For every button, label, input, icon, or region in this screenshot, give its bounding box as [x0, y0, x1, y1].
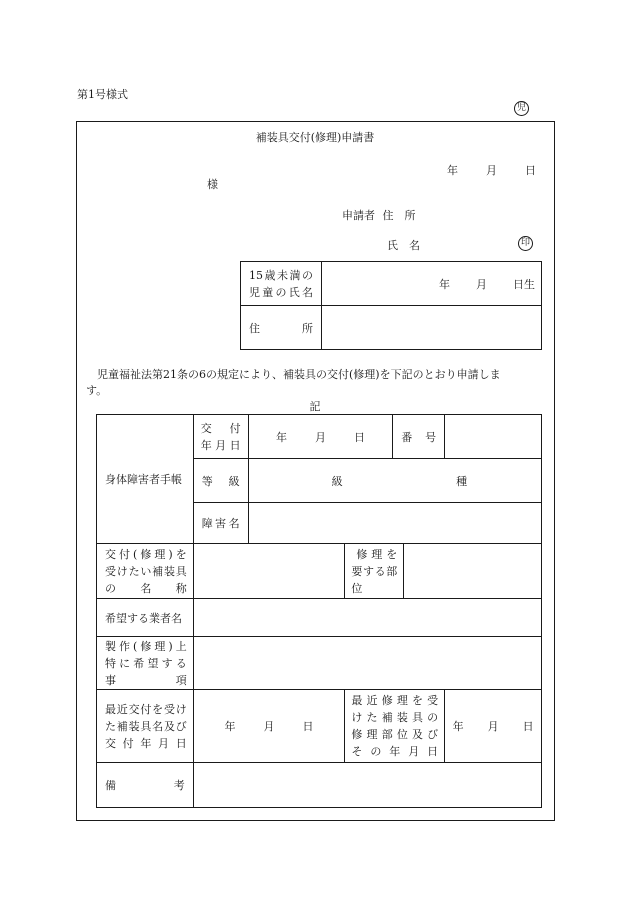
date-month: 月 [486, 164, 497, 177]
recent-issue-year: 年 [224, 720, 236, 733]
repair-part-label-cell [345, 544, 404, 599]
applicant-label: 申請者 [342, 209, 375, 222]
addressee-suffix: 様 [207, 178, 218, 191]
recent-repair-year: 年 [452, 720, 464, 733]
special-label-line3: 事項 [105, 673, 187, 687]
application-date [447, 162, 536, 178]
handbook-label: 身体障害者手帳 [105, 473, 182, 486]
recent-issue-field[interactable] [193, 690, 345, 763]
applicant-name-label: 氏 名 [387, 239, 420, 252]
child-address-label-cell [241, 306, 322, 350]
grade-label: 等級 [201, 474, 240, 488]
vendor-label-cell [97, 599, 194, 637]
grade-field[interactable] [248, 459, 541, 503]
recent-repair-day: 日 [522, 720, 534, 733]
recent-issue-month: 月 [263, 720, 275, 733]
recent-repair-label-line4: その年月日 [351, 745, 439, 758]
issue-month: 月 [314, 430, 326, 444]
issue-year: 年 [275, 430, 287, 444]
recent-issue-label-cell [97, 690, 194, 763]
vendor-label: 希望する業者名 [105, 611, 182, 625]
child-address-field[interactable] [322, 306, 542, 350]
recent-repair-label-cell [345, 690, 445, 763]
number-label-cell [393, 415, 445, 459]
recent-repair-label-line2: けた補装具の [351, 711, 439, 724]
main-table [96, 414, 542, 808]
applicant-address-row [342, 207, 416, 223]
ki-heading: 記 [309, 400, 321, 413]
child-name-field[interactable] [322, 262, 542, 306]
vendor-field[interactable] [193, 599, 541, 637]
child-name-label-line1: 15歳未満の [249, 268, 313, 282]
disability-name-label-cell [193, 503, 248, 544]
child-info-table [240, 261, 542, 350]
date-year: 年 [447, 164, 458, 177]
form-number: 第1号様式 [77, 88, 128, 101]
issue-date-field[interactable] [248, 415, 393, 459]
device-label-line2: 受けたい補装具 [105, 564, 187, 578]
repair-part-field[interactable] [404, 544, 542, 599]
statement-line1: 児童福祉法第21条の6の規定により、補装具の交付(修理)を下記のとおり申請しま [97, 368, 501, 381]
statement [86, 367, 551, 399]
remarks-label: 備考 [105, 779, 185, 792]
birth-year: 年 [439, 277, 450, 291]
recent-issue-label-line1: 最近交付を受け [105, 702, 187, 716]
remarks-label-cell [97, 763, 194, 808]
repair-part-label-line1: 修理を [356, 547, 398, 561]
recent-issue-day: 日 [302, 720, 314, 733]
form-title: 補装具交付(修理)申請書 [255, 131, 375, 144]
device-label-line1: 交付(修理)を [105, 547, 187, 561]
repair-part-label-line2: 要する部位 [351, 564, 398, 595]
issue-date-label-line2: 年月日 [200, 438, 241, 452]
recent-repair-label-line3: 修理部位及び [351, 728, 439, 741]
recent-repair-field[interactable] [445, 690, 542, 763]
applicant-address-label: 住 所 [382, 209, 416, 222]
issue-date-label-line1: 交付 [200, 421, 241, 435]
device-label-line3: の名称 [105, 581, 187, 595]
disability-name-label: 障害名 [201, 517, 240, 530]
grade-unit: 級 [331, 474, 343, 488]
issue-day: 日 [353, 430, 365, 444]
device-label-cell [97, 544, 194, 599]
special-field[interactable] [193, 637, 541, 690]
handbook-label-cell [97, 415, 194, 544]
recent-repair-label-line1: 最近修理を受 [351, 694, 439, 707]
remarks-field[interactable] [193, 763, 541, 808]
date-day: 日 [525, 164, 536, 177]
recent-repair-month: 月 [487, 720, 499, 733]
number-field[interactable] [445, 415, 542, 459]
recent-issue-label-line2: た補装具名及び [105, 719, 187, 733]
special-label-line1: 製作(修理)上 [105, 639, 187, 653]
grade-label-cell [193, 459, 248, 503]
statement-line2: す。 [86, 384, 108, 397]
number-label: 番号 [401, 430, 437, 444]
special-label-line2: 特に希望する [105, 656, 187, 670]
birth-day: 日生 [513, 277, 535, 291]
birth-month: 月 [476, 277, 487, 291]
type-unit: 種 [456, 474, 468, 488]
child-address-label: 住所 [249, 321, 313, 335]
child-name-label-cell [241, 262, 322, 306]
device-name-field[interactable] [193, 544, 345, 599]
recent-issue-label-line3: 交付年月日 [105, 736, 187, 750]
special-label-cell [97, 637, 194, 690]
disability-name-field[interactable] [248, 503, 541, 544]
seal-mark: 印 [518, 236, 533, 251]
issue-date-label-cell [193, 415, 248, 459]
ji-mark: 児 [514, 101, 529, 116]
child-name-label-line2: 児童の氏名 [249, 285, 313, 299]
